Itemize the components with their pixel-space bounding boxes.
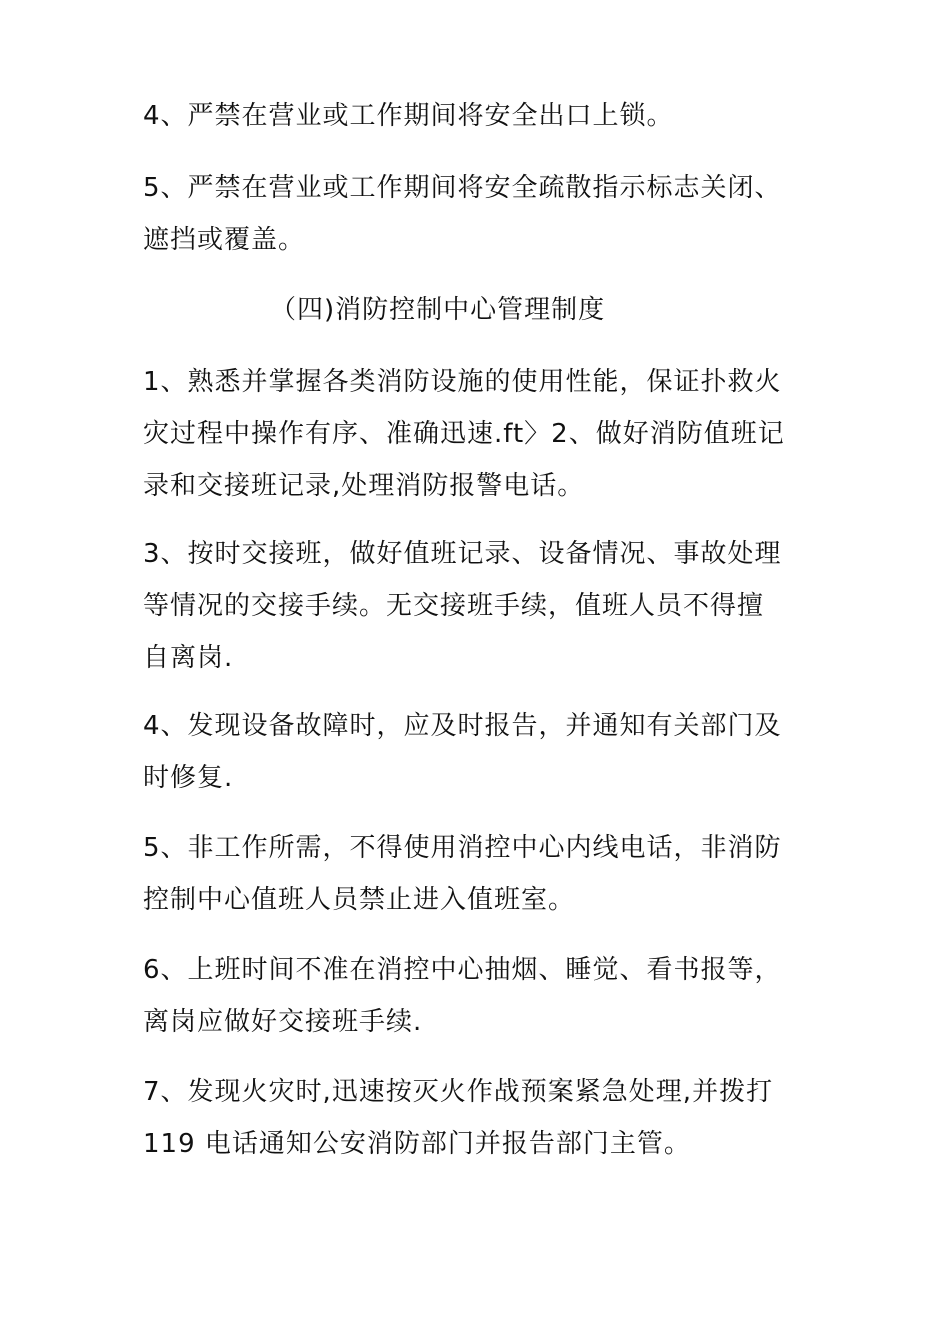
- text-line: 4、严禁在营业或工作期间将安全出口上锁。: [143, 101, 674, 131]
- section-item-1: [143, 356, 813, 512]
- text-line: 灾过程中操作有序、准确迅速.ft〉2、做好消防值班记: [143, 419, 785, 449]
- rule-item-5: [143, 162, 813, 266]
- text-line: 时修复.: [143, 763, 234, 793]
- text-line: 控制中心值班人员禁止进入值班室。: [143, 885, 576, 915]
- text-line: 119 电话通知公安消防部门并报告部门主管。: [143, 1129, 691, 1159]
- text-line: 离岗应做好交接班手续.: [143, 1007, 423, 1037]
- section-item-4: [143, 700, 813, 804]
- text-line: 等情况的交接手续。无交接班手续，值班人员不得擅: [143, 591, 765, 621]
- text-line: 录和交接班记录,处理消防报警电话。: [143, 471, 585, 501]
- text-line: 6、上班时间不准在消控中心抽烟、睡觉、看书报等，: [143, 955, 782, 985]
- text-line: 5、非工作所需，不得使用消控中心内线电话，非消防: [143, 833, 782, 863]
- text-line: 遮挡或覆盖。: [143, 225, 306, 255]
- text-line: 4、发现设备故障时，应及时报告，并通知有关部门及: [143, 711, 782, 741]
- section-item-7: [143, 1066, 813, 1170]
- text-line: 3、按时交接班，做好值班记录、设备情况、事故处理: [143, 539, 782, 569]
- section-heading: （四)消防控制中心管理制度: [270, 295, 606, 325]
- text-line: 自离岗.: [143, 643, 234, 673]
- section-item-3: [143, 528, 813, 684]
- text-line: 1、熟悉并掌握各类消防设施的使用性能，保证扑救火: [143, 367, 782, 397]
- text-line: 7、发现火灾时,迅速按灭火作战预案紧急处理,并拨打: [143, 1077, 774, 1107]
- section-item-5: [143, 822, 813, 926]
- section-item-6: [143, 944, 813, 1048]
- text-line: 5、严禁在营业或工作期间将安全疏散指示标志关闭、: [143, 173, 782, 203]
- rule-item-4: [143, 90, 813, 142]
